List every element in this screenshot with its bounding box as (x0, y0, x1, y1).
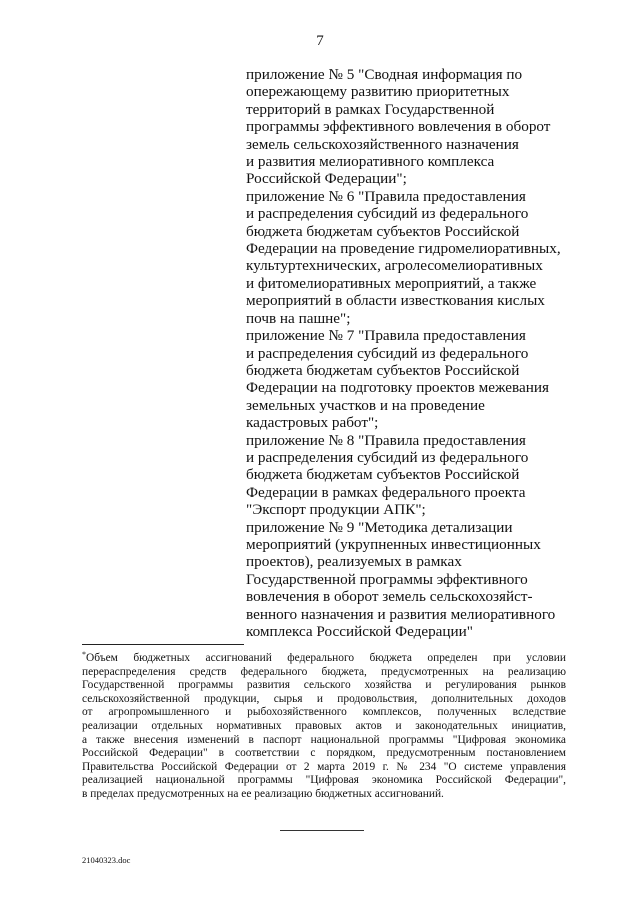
document-id: 21040323.doc (82, 855, 131, 865)
text-line: Государственной программы эффективного (246, 570, 528, 588)
text-line: Федерации на проведение гидромелиоративных, (246, 240, 561, 258)
text-line: программы эффективного вовлечения в оборот (246, 118, 551, 136)
text-line: мероприятий (укрупненных инвестиционных (246, 535, 541, 553)
text-line: земельных участков и на проведение (246, 396, 485, 414)
footnote-line: реализации отдельных нормативных правовых актов и законодательных инициатив, (82, 719, 566, 732)
text-line: "Экспорт продукции АПК"; (246, 501, 426, 519)
footnote-divider (82, 644, 244, 645)
footnote-line: Государственной программы развития сельского хозяйства и регулирования рынков (82, 679, 566, 692)
text-line: приложение № 7 "Правила предоставления (246, 327, 526, 345)
footnote-line (82, 648, 566, 666)
footnote-line: Российской Федерации" в соответствии с порядком, предусмотренным постановлением (82, 747, 566, 760)
text-line: мероприятий в области известкования кислых (246, 292, 545, 310)
footnote-line: перераспределения средств федерального бюджета, предусмотренных на реализацию (82, 665, 566, 678)
text-line: и распределения субсидий из федерального (246, 344, 529, 362)
footnote-line: в пределах предусмотренных на ее реализацию бюджетных ассигнований. (82, 787, 444, 800)
text-line: опережающему развитию приоритетных (246, 83, 510, 101)
text-line: кадастровых работ"; (246, 414, 379, 432)
page-number: 7 (316, 33, 324, 49)
footnote-line: от агропромышленного и рыбохозяйственного комплексов, полученных вследствие (82, 706, 566, 719)
text-line: культуртехнических, агролесомелиоративных (246, 257, 543, 275)
text-line: вовлечения в оборот земель сельскохозяйст- (246, 588, 533, 606)
text-line: и распределения субсидий из федерального (246, 205, 529, 223)
text-line: Российской Федерации"; (246, 170, 407, 188)
text-line: Федерации в рамках федерального проекта (246, 483, 526, 501)
text-line: территорий в рамках Государственной (246, 100, 495, 118)
appendix-list (246, 66, 586, 640)
footnote-marker: * (82, 650, 86, 659)
footnote-line: Правительства Российской Федерации от 2 марта 2019 г. № 234 "О системе управления (82, 760, 566, 773)
text-line: и распределения субсидий из федерального (246, 448, 529, 466)
end-divider (280, 830, 364, 831)
text-line: Федерации на подготовку проектов межевания (246, 379, 549, 397)
text-line: бюджета бюджетам субъектов Российской (246, 361, 520, 379)
text-line: венного назначения и развития мелиоративного (246, 605, 556, 623)
text-line: почв на пашне"; (246, 309, 351, 327)
text-line: приложение № 5 "Сводная информация по (246, 66, 523, 83)
text-line: проектов), реализуемых в рамках (246, 553, 462, 571)
footnote (82, 648, 566, 802)
text-line: приложение № 8 "Правила предоставления (246, 431, 526, 449)
text-line: бюджета бюджетам субъектов Российской (246, 466, 520, 484)
text-line: и фитомелиоративных мероприятий, а также (246, 274, 537, 292)
text-line: и развития мелиоративного комплекса (246, 153, 495, 171)
text-line: приложение № 6 "Правила предоставления (246, 187, 526, 205)
footnote-line: сельскохозяйственной продукции, сырья и продовольствия, дополнительных доходов (82, 692, 566, 705)
text-line: комплекса Российской Федерации" (246, 623, 474, 640)
footnote-line: а также внесения изменений в паспорт национальной программы "Цифровая экономика (82, 733, 566, 746)
text-line: земель сельскохозяйственного назначения (246, 135, 519, 153)
footnote-text: Объем бюджетных ассигнований федерального бюджета определен при условии (86, 652, 566, 664)
footnote-line: реализацией национальной программы "Цифровая экономика Российской Федерации", (82, 774, 566, 787)
text-line: бюджета бюджетам субъектов Российской (246, 222, 520, 240)
text-line: приложение № 9 "Методика детализации (246, 518, 513, 536)
